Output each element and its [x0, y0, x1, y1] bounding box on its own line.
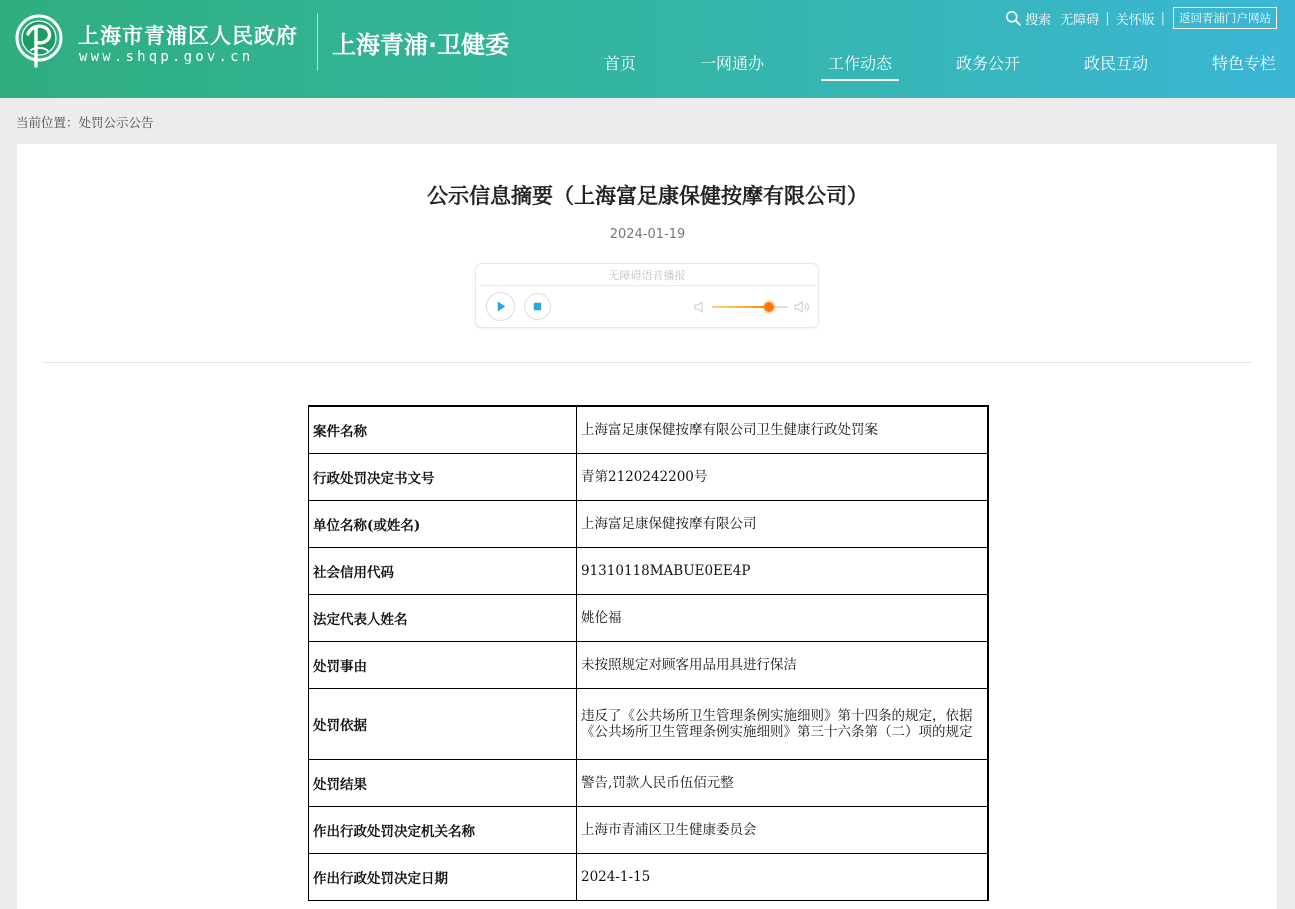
main-nav	[0, 52, 1295, 86]
row-value-decision-date: 2024-1-15	[577, 853, 989, 900]
row-value-legal-rep: 姚伦福	[577, 594, 989, 641]
row-value-penalty-reason: 未按照规定对顾客用品用具进行保洁	[577, 641, 989, 688]
penalty-info-table	[308, 405, 989, 901]
table-row	[309, 547, 989, 594]
table-row	[309, 500, 989, 547]
content-divider	[42, 362, 1252, 363]
row-label-penalty-reason: 处罚事由	[309, 641, 577, 688]
row-value-entity-name: 上海富足康保健按摩有限公司	[577, 500, 989, 547]
search-link[interactable]: 搜索	[1025, 12, 1052, 28]
row-label-decision-date: 作出行政处罚决定日期	[309, 853, 577, 900]
volume-low-icon[interactable]	[693, 300, 707, 314]
table-row	[309, 594, 989, 641]
table-row	[309, 453, 989, 500]
return-portal-link[interactable]: 返回青浦门户网站	[1173, 7, 1277, 29]
nav-item-special-column[interactable]: 特色专栏	[1212, 54, 1277, 73]
stop-icon	[525, 294, 550, 319]
breadcrumb: 当前位置：处罚公示公告	[16, 115, 154, 130]
row-value-case-name: 上海富足康保健按摩有限公司卫生健康行政处罚案	[577, 406, 989, 453]
page-title: 公示信息摘要（上海富足康保健按摩有限公司）	[427, 184, 868, 208]
row-label-authority: 作出行政处罚决定机关名称	[309, 806, 577, 853]
care-mode-link[interactable]: 关怀版	[1115, 12, 1155, 28]
row-value-decision-number: 青第2120242200号	[577, 453, 989, 500]
table-row	[309, 853, 989, 900]
table-row	[309, 641, 989, 688]
top-links	[1005, 7, 1277, 29]
row-value-credit-code: 91310118MABUE0EE4P	[577, 547, 989, 594]
nav-item-one-stop-service[interactable]: 一网通办	[700, 54, 765, 73]
nav-item-gov-disclosure[interactable]: 政务公开	[956, 54, 1021, 73]
publish-date: 2024-01-19	[609, 227, 686, 242]
link-separator: |	[1105, 10, 1110, 26]
row-label-penalty-result: 处罚结果	[309, 759, 577, 806]
volume-slider[interactable]	[712, 306, 788, 308]
site-name[interactable]: 上海青浦·卫健委	[332, 31, 510, 59]
row-label-penalty-basis: 处罚依据	[309, 688, 577, 759]
voice-player	[475, 263, 819, 328]
table-row	[309, 759, 989, 806]
volume-fill	[712, 306, 769, 308]
row-label-case-name: 案件名称	[309, 406, 577, 453]
search-icon[interactable]	[1005, 10, 1021, 26]
volume-handle[interactable]	[764, 302, 774, 312]
player-progress-line[interactable]	[478, 285, 816, 286]
nav-item-home[interactable]: 首页	[604, 54, 637, 73]
nav-item-work-news[interactable]: 工作动态	[821, 52, 899, 81]
table-row	[309, 806, 989, 853]
stop-button[interactable]	[524, 293, 551, 320]
player-label: 无障碍语音播报	[608, 269, 686, 282]
table-row	[309, 406, 989, 453]
row-label-credit-code: 社会信用代码	[309, 547, 577, 594]
nav-item-public-interaction[interactable]: 政民互动	[1084, 54, 1149, 73]
link-separator: |	[1160, 10, 1165, 26]
play-icon	[487, 293, 514, 320]
row-value-authority: 上海市青浦区卫生健康委员会	[577, 806, 989, 853]
volume-high-icon[interactable]	[794, 300, 810, 314]
row-label-entity-name: 单位名称(或姓名)	[309, 500, 577, 547]
accessibility-link[interactable]: 无障碍	[1060, 12, 1100, 28]
row-value-penalty-result: 警告,罚款人民币伍佰元整	[577, 759, 989, 806]
row-value-penalty-basis: 违反了《公共场所卫生管理条例实施细则》第十四条的规定，依据《公共场所卫生管理条例实施细则》第三十六条第（二）项的规定	[577, 688, 989, 759]
gov-name[interactable]: 上海市青浦区人民政府	[78, 24, 298, 48]
row-label-decision-number: 行政处罚决定书文号	[309, 453, 577, 500]
play-button[interactable]	[486, 292, 515, 321]
site-header	[0, 0, 1295, 98]
row-label-legal-rep: 法定代表人姓名	[309, 594, 577, 641]
table-row	[309, 688, 989, 759]
gov-url[interactable]: www.shqp.gov.cn	[79, 49, 254, 65]
